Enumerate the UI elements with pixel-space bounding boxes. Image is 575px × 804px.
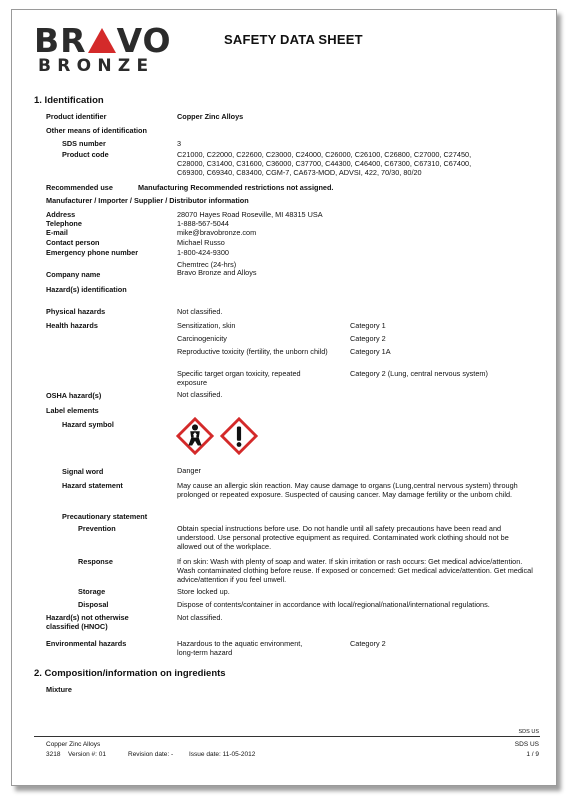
physical-hazards-value: Not classified.: [177, 307, 223, 316]
prevention-value: Obtain special instructions before use. Do not handle until all safety precautions have been read and understood. Use personal protective equipment as required. Contaminated work clothing should not be allowed out of the workplace.: [177, 524, 509, 551]
disposal-label: Disposal: [78, 600, 109, 609]
footer-divider: [34, 736, 540, 737]
osha-hazards-value: Not classified.: [177, 390, 223, 399]
precautionary-statement-label: Precautionary statement: [62, 512, 148, 521]
hazard-statement-value: May cause an allergic skin reaction. May cause damage to organs (Lung,central nervous system) through prolonged or repeated exposure. Suspected of causing cancer. May damage fertility or the unborn child.: [177, 481, 518, 499]
recommended-use-label: Recommended use: [46, 183, 113, 192]
environmental-hazards-category: Category 2: [350, 639, 386, 648]
health-hazard-3: Reproductive toxicity (fertility, the unborn child): [177, 347, 328, 356]
company-name-value: Bravo Bronze and Alloys: [177, 268, 257, 277]
health-hazard-2-category: Category 2: [350, 334, 386, 343]
manufacturer-heading: Manufacturer / Importer / Supplier / Distributor information: [46, 196, 249, 205]
company-name-label: Company name: [46, 270, 101, 279]
health-hazard-1: Sensitization, skin: [177, 321, 236, 330]
hazard-identification-heading: Hazard(s) identification: [46, 285, 127, 294]
email-value[interactable]: mike@bravobronze.com: [177, 228, 257, 237]
section-2-title: 2. Composition/information on ingredients: [34, 668, 226, 679]
health-hazard-4: Specific target organ toxicity, repeated exposure: [177, 369, 301, 387]
emergency-phone-label: Emergency phone number: [46, 248, 139, 257]
section-1-title: 1. Identification: [34, 95, 104, 106]
footer-page-number: 1 / 9: [526, 751, 539, 758]
label-elements-heading: Label elements: [46, 406, 99, 415]
exclamation-mark-icon: [220, 417, 258, 455]
health-hazard-1-category: Category 1: [350, 321, 386, 330]
address-label: Address: [46, 210, 76, 219]
footer-product-name: Copper Zinc Alloys: [46, 741, 101, 748]
mixture-label: Mixture: [46, 685, 72, 694]
logo-triangle-icon: [88, 28, 116, 53]
product-code-line-2: C28000, C31400, C31600, C36000, C37700, C44300, C46400, C67300, C67310, C67400,: [177, 159, 472, 168]
osha-hazards-label: OSHA hazard(s): [46, 391, 102, 400]
emergency-phone-value: 1-800-424-9300: [177, 248, 229, 257]
footer-version: Version #: 01: [68, 751, 106, 758]
response-label: Response: [78, 557, 113, 566]
prevention-label: Prevention: [78, 524, 116, 533]
product-code-label: Product code: [62, 150, 109, 159]
hazard-symbol-label: Hazard symbol: [62, 420, 114, 429]
hnoc-label-line-2: classified (HNOC): [46, 622, 108, 631]
environmental-hazards-label: Environmental hazards: [46, 639, 127, 648]
footer-revision-date: Revision date: -: [128, 751, 174, 758]
health-hazard-2: Carcinogenicity: [177, 334, 227, 343]
telephone-value: 1-888-567-5044: [177, 219, 229, 228]
hnoc-value: Not classified.: [177, 613, 223, 622]
product-identifier-value: Copper Zinc Alloys: [177, 112, 244, 121]
sds-number-label: SDS number: [62, 139, 106, 148]
signal-word-label: Signal word: [62, 467, 104, 476]
footer-document-number: 3218: [46, 751, 61, 758]
footer-sds-us: SDS US: [514, 741, 539, 748]
hazard-statement-label: Hazard statement: [62, 481, 123, 490]
physical-hazards-label: Physical hazards: [46, 307, 106, 316]
product-identifier-label: Product identifier: [46, 112, 107, 121]
emergency-phone-note: Chemtrec (24-hrs): [177, 260, 237, 269]
other-means-label: Other means of identification: [46, 126, 147, 135]
contact-person-value: Michael Russo: [177, 238, 225, 247]
recommended-use-value: Manufacturing Recommended restrictions not assigned.: [138, 183, 334, 192]
contact-person-label: Contact person: [46, 238, 100, 247]
product-code-line-3: C69300, C69340, C83400, CGM-7, CA673-MOD, ADVSI, 422, 70/30, 80/20: [177, 168, 422, 177]
environmental-hazards-value-line-2: long-term hazard: [177, 648, 233, 657]
response-value: If on skin: Wash with plenty of soap and water. If skin irritation or rash occurs: Get medical advice/attention. Wash contaminated clothing before reuse. If exposed or concerned: Get medical advice/attention. Get medical advice/attention if you feel unwell.: [177, 557, 533, 584]
health-hazard-icon: [176, 417, 214, 455]
product-code-line-1: C21000, C22000, C22600, C23000, C24000, C26000, C26100, C26800, C27000, C27450,: [177, 150, 472, 159]
environmental-hazards-value-line-1: Hazardous to the aquatic environment,: [177, 639, 303, 648]
telephone-label: Telephone: [46, 219, 82, 228]
email-label: E-mail: [46, 228, 68, 237]
health-hazards-label: Health hazards: [46, 321, 98, 330]
footer-sds-us-small: SDS US: [518, 729, 539, 735]
health-hazard-4-category: Category 2 (Lung, central nervous system): [350, 369, 488, 378]
address-value: 28070 Hayes Road Roseville, MI 48315 USA: [177, 210, 323, 219]
bravo-bronze-logo: BR VO BRONZE: [34, 21, 172, 76]
storage-value: Store locked up.: [177, 587, 230, 596]
document-title: SAFETY DATA SHEET: [224, 32, 363, 47]
storage-label: Storage: [78, 587, 106, 596]
hnoc-label-line-1: Hazard(s) not otherwise: [46, 613, 129, 622]
footer-issue-date: Issue date: 11-05-2012: [189, 751, 256, 758]
signal-word-value: Danger: [177, 466, 201, 475]
sds-number-value: 3: [177, 139, 182, 148]
health-hazard-3-category: Category 1A: [350, 347, 391, 356]
disposal-value: Dispose of contents/container in accordance with local/regional/national/international regulations.: [177, 600, 490, 609]
